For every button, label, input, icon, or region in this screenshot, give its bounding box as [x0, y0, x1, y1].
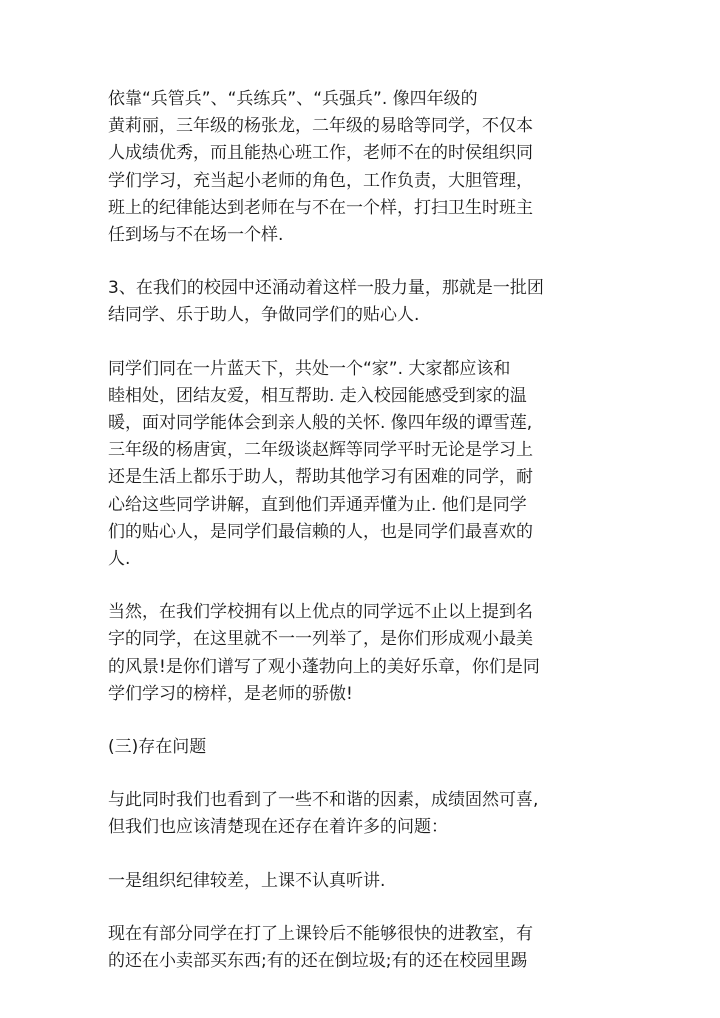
text-line: 人成绩优秀，而且能热心班工作，老师不在的时侯组织同 — [108, 143, 533, 164]
paragraph-soldier-manage — [108, 86, 608, 249]
text-line: 一是组织纪律较差，上课不认真听讲. — [108, 870, 386, 891]
text-line: 班上的纪律能达到老师在与不在一个样，打扫卫生时班主 — [108, 197, 533, 218]
paragraph-problems-intro — [108, 787, 608, 841]
text-line: 人. — [108, 549, 131, 570]
document-body — [108, 86, 608, 975]
text-line: 睦相处，团结友爱，相互帮助. 走入校园能感受到家的温 — [108, 385, 527, 406]
text-line: 学们学习的榜样，是老师的骄傲! — [108, 683, 353, 704]
text-line: 学们学习，充当起小老师的角色，工作负责，大胆管理， — [108, 170, 533, 191]
text-line: 黄莉丽，三年级的杨张龙，二年级的易晗等同学，不仅本 — [108, 116, 533, 137]
text-line: 依靠“兵管兵”、“兵练兵”、“兵强兵”. 像四年级的 — [108, 89, 478, 109]
text-line: 同学们同在一片蓝天下，共处一个“家”. 大家都应该和 — [108, 358, 511, 379]
section-heading-problems — [108, 734, 608, 761]
text-line: 现在有部分同学在打了上课铃后不能够很快的进教室，有 — [108, 923, 533, 944]
paragraph-helpful-classmates — [108, 356, 608, 574]
text-line: 们的贴心人，是同学们最信赖的人，也是同学们最喜欢的 — [108, 521, 533, 542]
text-line: 的还在小卖部买东西;有的还在倒垃圾;有的还在校园里踢 — [108, 951, 528, 972]
paragraph-problem-1 — [108, 868, 608, 895]
text-line: 暖，面对同学能体会到亲人般的关怀. 像四年级的谭雪莲, — [108, 413, 533, 434]
paragraph-point-3 — [108, 275, 608, 329]
text-line: 结同学、乐于助人，争做同学们的贴心人. — [108, 305, 420, 326]
section-heading: (三)存在问题 — [108, 737, 207, 758]
text-line: 但我们也应该清楚现在还存在着许多的问题： — [108, 817, 448, 838]
text-line: 还是生活上都乐于助人，帮助其他学习有困难的同学，耐 — [108, 467, 533, 488]
text-line: 3、在我们的校园中还涌动着这样一股力量，那就是一批团 — [108, 278, 544, 299]
text-line: 三年级的杨唐寅，二年级谈赵辉等同学平时无论是学习上 — [108, 440, 533, 461]
paragraph-problem-details — [108, 921, 608, 975]
text-line: 任到场与不在场一个样. — [108, 225, 284, 246]
text-line: 字的同学，在这里就不一一列举了，是你们形成观小最美 — [108, 629, 533, 650]
text-line: 心给这些同学讲解，直到他们弄通弄懂为止. 他们是同学 — [108, 494, 527, 515]
text-line: 与此同时我们也看到了一些不和谐的因素，成绩固然可喜, — [108, 790, 539, 811]
paragraph-praise — [108, 599, 608, 708]
text-line: 当然，在我们学校拥有以上优点的同学远不止以上提到名 — [108, 602, 533, 623]
text-line: 的风景!是你们谱写了观小蓬勃向上的美好乐章，你们是同 — [108, 656, 540, 677]
